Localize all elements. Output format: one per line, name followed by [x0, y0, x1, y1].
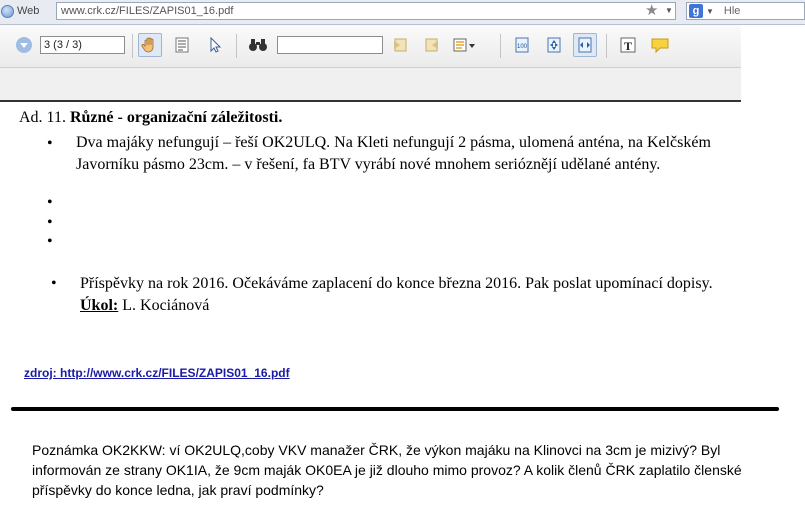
separator-line	[11, 407, 779, 411]
find-binoculars-icon[interactable]	[246, 33, 270, 57]
globe-icon	[1, 5, 14, 18]
svg-text:T: T	[623, 39, 633, 53]
list-item: Dva majáky nefungují – řeší OK2ULQ. Na Kleti nefungují 2 pásma, ulomená anténa, na Kelčském Javorníku pásmo 23cm. – v řešení, fa BTV vyrábí nové mnohem serióznějí udělané antény.	[76, 134, 711, 173]
section-number: Ad. 11.	[19, 109, 66, 126]
section-heading	[19, 109, 282, 127]
search-engine-box[interactable]	[686, 2, 805, 20]
hand-tool-icon[interactable]	[138, 33, 162, 57]
list-item-text: Příspěvky na rok 2016. Očekáváme zaplacení do konce března 2016. Pak poslat upomínací dopisy.	[80, 275, 713, 292]
section-title: Různé - organizační záležitosti.	[69, 109, 283, 126]
site-identity-label: Web	[17, 5, 40, 17]
google-logo-icon[interactable]: g	[689, 4, 703, 18]
bullet-marker: •	[47, 194, 53, 211]
select-arrow-icon[interactable]	[203, 33, 227, 57]
search-engine-dropdown-icon[interactable]: ▼	[706, 6, 714, 16]
bookmark-star-icon[interactable]: ★	[645, 2, 659, 19]
highlight-options-icon[interactable]	[452, 33, 476, 57]
toolbar-divider	[132, 34, 133, 58]
fit-page-icon[interactable]	[542, 33, 566, 57]
pdf-toolbar	[0, 25, 741, 68]
toolbar-divider	[236, 34, 237, 58]
page-top-edge	[0, 100, 741, 102]
url-history-dropdown-icon[interactable]: ▼	[665, 6, 673, 15]
next-page-icon[interactable]	[12, 33, 36, 57]
bullet-marker: •	[51, 275, 57, 292]
bullet-marker: •	[47, 233, 53, 250]
list-item	[80, 273, 720, 317]
fit-width-icon[interactable]	[573, 33, 597, 57]
toolbar-divider	[500, 34, 501, 58]
svg-text:100: 100	[516, 44, 528, 50]
search-engine-placeholder: Hle	[723, 5, 741, 17]
comment-note: Poznámka OK2KKW: ví OK2ULQ,coby VKV manažer ČRK, že výkon majáku na Klinovci na 3cm je mizivý? Byl informován ze strany OK1IA, že 9cm maják OK0EA je již dlouho mimo provoz? A kolik členů ČRK zaplatilo členské příspěvky do konce ledna, jak praví podmínky?	[32, 442, 742, 498]
page-number-field[interactable]: 3 (3 / 3)	[40, 36, 125, 54]
browser-url-bar	[0, 0, 805, 25]
toolbar-divider	[606, 34, 607, 58]
find-previous-icon[interactable]	[388, 33, 412, 57]
find-next-icon[interactable]	[420, 33, 444, 57]
task-assignee: L. Kociánová	[122, 297, 210, 314]
typewriter-text-icon[interactable]	[616, 33, 640, 57]
text-select-icon[interactable]	[170, 33, 194, 57]
find-input[interactable]	[277, 36, 383, 54]
bullet-marker: •	[47, 135, 53, 152]
task-label: Úkol:	[80, 297, 119, 314]
source-link[interactable]: zdroj: http://www.crk.cz/FILES/ZAPIS01_16.pdf	[24, 366, 290, 380]
viewer-background	[0, 68, 741, 100]
actual-size-icon[interactable]	[510, 33, 534, 57]
sticky-note-comment-icon[interactable]	[648, 33, 672, 57]
bullet-marker: •	[47, 214, 53, 231]
address-field[interactable]: www.crk.cz/FILES/ZAPIS01_16.pdf	[56, 2, 676, 20]
site-identity[interactable]	[1, 2, 39, 20]
